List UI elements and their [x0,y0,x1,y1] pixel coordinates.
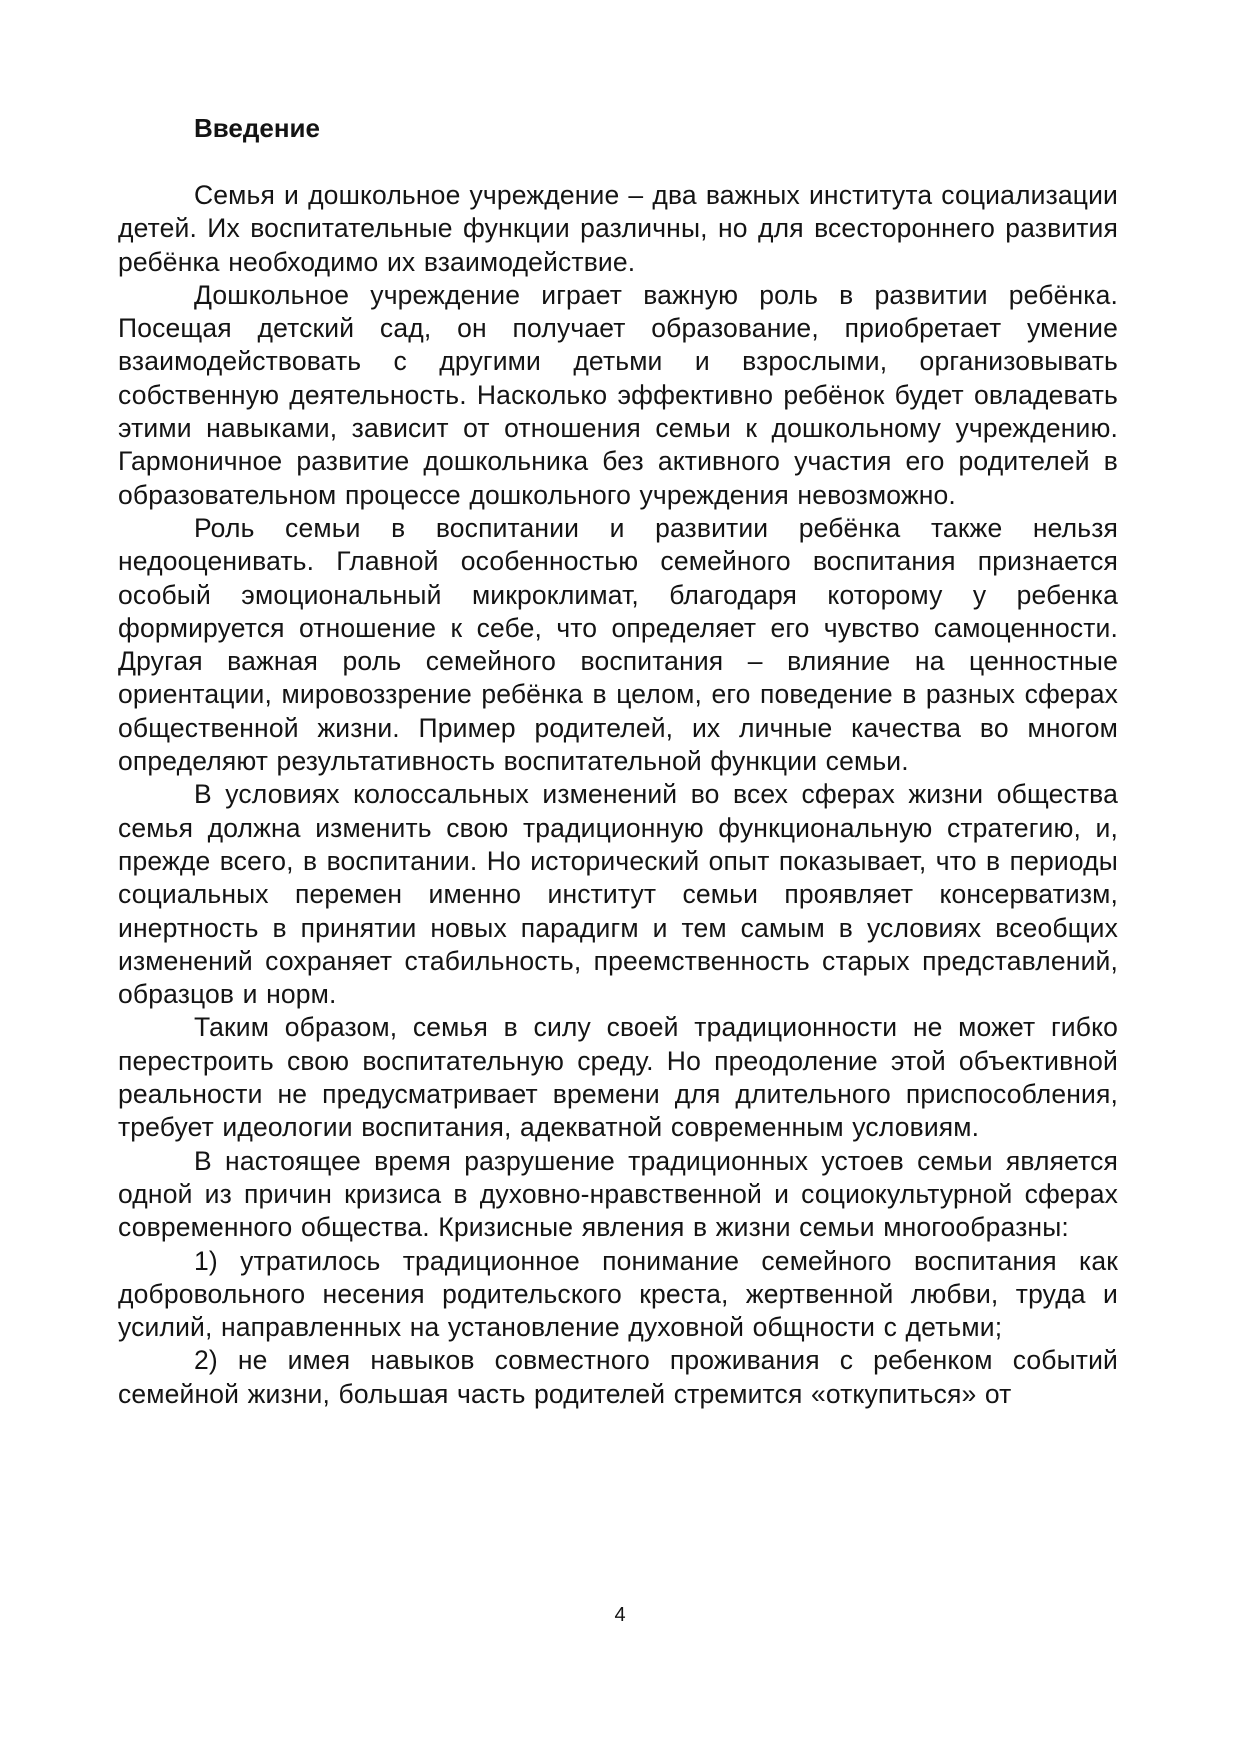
paragraph-2: Дошкольное учреждение играет важную роль в развитии ребёнка. Посещая детский сад, он получает образование, приобретает умение взаимодействовать с другими детьми и взрослыми, организовывать собственную деятельность. Насколько эффективно ребёнок будет овладевать этими навыками, зависит от отношения семьи к дошкольному учреждению. Гармоничное развитие дошкольника без активного участия его родителей в образовательном процессе дошкольного учреждения невозможно. [118,279,1118,510]
page-content [118,112,1118,1411]
paragraph-1: Семья и дошкольное учреждение – два важных института социализации детей. Их воспитательные функции различны, но для всестороннего развития ребёнка необходимо их взаимодействие. [118,180,1118,277]
page-number: 4 [614,1604,626,1626]
paragraph-3: Роль семьи в воспитании и развитии ребёнка также нельзя недооценивать. Главной особенностью семейного воспитания признается особый эмоциональный микроклимат, благодаря которому у ребенка формируется отношение к себе, что определяет его чувство самоценности. Другая важная роль семейного воспитания – влияние на ценностные ориентации, мировоззрение ребёнка в целом, его поведение в разных сферах общественной жизни. Пример родителей, их личные качества во многом определяют результативность воспитательной функции семьи. [118,512,1118,777]
paragraph-6: В настоящее время разрушение традиционных устоев семьи является одной из причин кризиса в духовно-нравственной и социокультурной сферах современного общества. Кризисные явления в жизни семьи многообразны: [118,1145,1118,1243]
list-item-2: 2) не имея навыков совместного проживания с ребенком событий семейной жизни, большая часть родителей стремится «откупиться» от [118,1345,1118,1409]
paragraph-4: В условиях колоссальных изменений во всех сферах жизни общества семья должна изменить свою традиционную функциональную стратегию, и, прежде всего, в воспитании. Но исторический опыт показывает, что в периоды социальных перемен именно институт семьи проявляет консерватизм, инертность в принятии новых парадигм и тем самым в условиях всеобщих изменений сохраняет стабильность, преемственность старых представлений, образцов и норм. [118,779,1118,1010]
list-item-1: 1) утратилось традиционное понимание семейного воспитания как добровольного несения родительского креста, жертвенной любви, труда и усилий, направленных на установление духовной общности с детьми; [118,1245,1118,1343]
paragraph-5: Таким образом, семья в силу своей традиционности не может гибко перестроить свою воспитательную среду. Но преодоление этой объективной реальности не предусматривает времени для длительного приспособления, требует идеологии воспитания, адекватной современным условиям. [118,1012,1118,1143]
section-heading: Введение [194,113,320,143]
